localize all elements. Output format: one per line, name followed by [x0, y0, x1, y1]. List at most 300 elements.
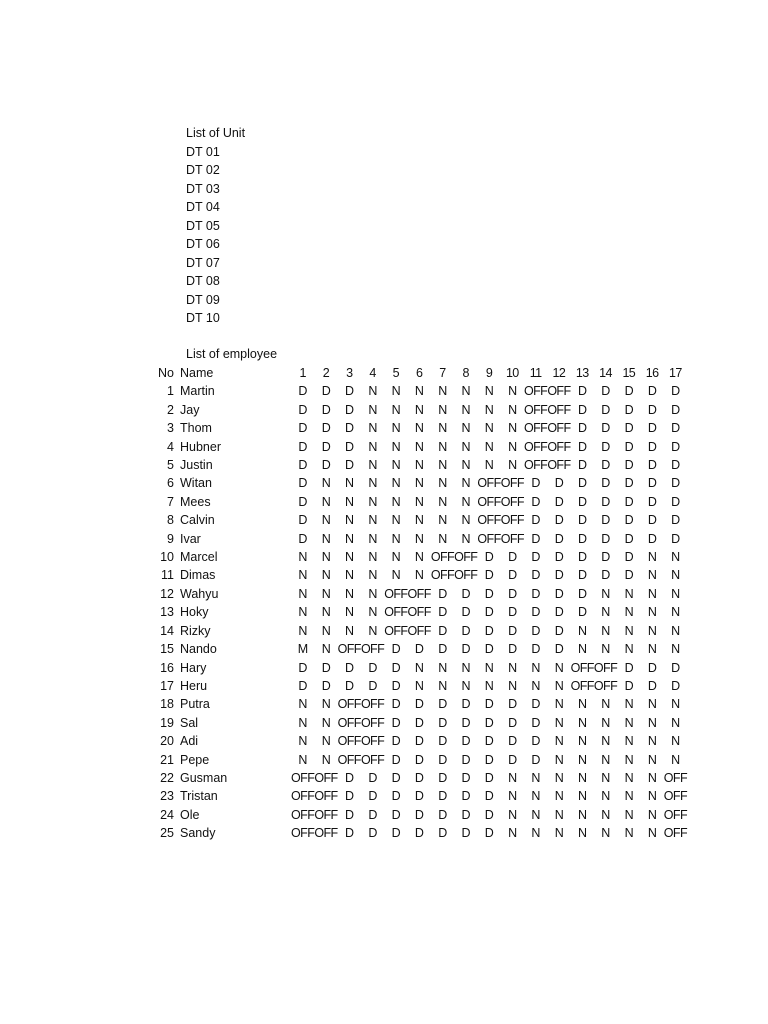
shift-cell[interactable]: D: [577, 531, 587, 546]
employee-name-cell[interactable]: Justin: [180, 458, 213, 473]
header-day[interactable]: 6: [415, 366, 423, 380]
shift-cell[interactable]: OFF: [454, 550, 478, 565]
shift-cell[interactable]: D: [531, 734, 540, 749]
shift-cell[interactable]: N: [391, 531, 401, 546]
shift-cell[interactable]: N: [298, 697, 307, 712]
shift-cell[interactable]: OFF: [384, 605, 408, 620]
shift-cell[interactable]: N: [414, 439, 424, 454]
shift-cell[interactable]: D: [321, 439, 331, 454]
shift-cell[interactable]: N: [298, 752, 307, 767]
shift-cell[interactable]: N: [368, 568, 377, 583]
shift-cell[interactable]: N: [345, 568, 354, 583]
shift-cell[interactable]: D: [671, 476, 680, 491]
shift-cell[interactable]: N: [414, 568, 424, 583]
shift-cell[interactable]: D: [601, 476, 610, 491]
shift-cell[interactable]: N: [368, 586, 377, 601]
shift-cell[interactable]: N: [624, 789, 634, 804]
shift-cell[interactable]: N: [391, 439, 401, 454]
shift-cell[interactable]: D: [601, 439, 610, 454]
shift-cell[interactable]: D: [391, 660, 401, 675]
shift-cell[interactable]: N: [601, 807, 610, 822]
shift-cell[interactable]: D: [345, 678, 354, 693]
shift-cell[interactable]: N: [554, 807, 564, 822]
shift-cell[interactable]: N: [647, 550, 657, 565]
employee-name-cell[interactable]: Gusman: [180, 770, 228, 785]
employee-name-cell[interactable]: Martin: [180, 384, 215, 399]
shift-cell[interactable]: D: [624, 513, 634, 528]
shift-cell[interactable]: D: [298, 660, 307, 675]
shift-cell[interactable]: OFF: [524, 384, 548, 399]
shift-cell[interactable]: N: [321, 494, 331, 509]
shift-cell[interactable]: N: [368, 513, 377, 528]
shift-cell[interactable]: D: [601, 531, 610, 546]
shift-cell[interactable]: D: [461, 807, 470, 822]
unit-item[interactable]: DT 01: [186, 144, 220, 159]
shift-cell[interactable]: D: [321, 458, 331, 473]
employee-name-cell[interactable]: Hubner: [180, 439, 221, 454]
header-name[interactable]: Name: [180, 366, 214, 380]
shift-cell[interactable]: OFF: [547, 402, 571, 417]
shift-cell[interactable]: OFF: [477, 513, 501, 528]
shift-cell[interactable]: D: [345, 826, 354, 841]
shift-cell[interactable]: N: [671, 642, 680, 657]
shift-cell[interactable]: D: [601, 421, 610, 436]
unit-item[interactable]: DT 05: [186, 218, 220, 233]
shift-cell[interactable]: D: [624, 384, 634, 399]
shift-cell[interactable]: N: [647, 715, 657, 730]
shift-cell[interactable]: N: [391, 513, 401, 528]
employee-name-cell[interactable]: Thom: [180, 421, 212, 436]
shift-cell[interactable]: D: [531, 586, 540, 601]
shift-cell[interactable]: N: [368, 605, 377, 620]
shift-cell[interactable]: D: [298, 439, 307, 454]
shift-cell[interactable]: N: [577, 642, 587, 657]
shift-cell[interactable]: N: [321, 513, 331, 528]
shift-cell[interactable]: OFF: [314, 826, 338, 841]
shift-cell[interactable]: D: [624, 678, 634, 693]
shift-cell[interactable]: D: [671, 513, 680, 528]
shift-cell[interactable]: N: [345, 623, 354, 638]
row-number-cell[interactable]: 5: [167, 458, 174, 473]
shift-cell[interactable]: D: [391, 807, 401, 822]
shift-cell[interactable]: N: [438, 421, 447, 436]
shift-cell[interactable]: OFF: [407, 623, 431, 638]
shift-cell[interactable]: D: [438, 715, 447, 730]
shift-cell[interactable]: N: [624, 623, 634, 638]
shift-cell[interactable]: D: [461, 734, 470, 749]
shift-cell[interactable]: D: [624, 476, 634, 491]
shift-cell[interactable]: D: [391, 678, 401, 693]
shift-cell[interactable]: D: [601, 402, 610, 417]
shift-cell[interactable]: N: [461, 402, 470, 417]
shift-cell[interactable]: OFF: [314, 807, 338, 822]
shift-cell[interactable]: M: [297, 642, 308, 657]
shift-cell[interactable]: N: [508, 439, 517, 454]
shift-cell[interactable]: N: [601, 826, 610, 841]
shift-cell[interactable]: N: [438, 531, 447, 546]
row-number-cell[interactable]: 21: [160, 752, 174, 767]
shift-cell[interactable]: D: [531, 642, 540, 657]
shift-cell[interactable]: N: [345, 513, 354, 528]
shift-cell[interactable]: OFF: [291, 770, 315, 785]
shift-cell[interactable]: D: [508, 697, 517, 712]
shift-cell[interactable]: N: [391, 568, 401, 583]
row-number-cell[interactable]: 20: [160, 734, 174, 749]
shift-cell[interactable]: N: [484, 421, 494, 436]
shift-cell[interactable]: D: [577, 476, 587, 491]
row-number-cell[interactable]: 7: [167, 494, 174, 509]
row-number-cell[interactable]: 22: [160, 770, 174, 785]
shift-cell[interactable]: N: [601, 715, 610, 730]
shift-cell[interactable]: N: [368, 550, 377, 565]
shift-cell[interactable]: N: [577, 789, 587, 804]
shift-cell[interactable]: N: [624, 642, 634, 657]
shift-cell[interactable]: D: [461, 586, 470, 601]
shift-cell[interactable]: N: [531, 660, 540, 675]
shift-cell[interactable]: D: [554, 550, 564, 565]
shift-cell[interactable]: D: [577, 494, 587, 509]
shift-cell[interactable]: D: [484, 642, 494, 657]
shift-cell[interactable]: N: [484, 660, 494, 675]
shift-cell[interactable]: OFF: [337, 752, 361, 767]
header-day[interactable]: 10: [505, 366, 519, 380]
shift-cell[interactable]: N: [577, 826, 587, 841]
shift-cell[interactable]: N: [321, 734, 331, 749]
shift-cell[interactable]: N: [461, 476, 470, 491]
shift-cell[interactable]: D: [414, 642, 424, 657]
employee-name-cell[interactable]: Heru: [180, 678, 208, 693]
shift-cell[interactable]: D: [531, 715, 540, 730]
header-day[interactable]: 1: [299, 366, 306, 380]
shift-cell[interactable]: OFF: [593, 678, 618, 693]
shift-cell[interactable]: D: [577, 439, 587, 454]
shift-cell[interactable]: D: [414, 789, 424, 804]
shift-cell[interactable]: D: [461, 642, 470, 657]
employee-name-cell[interactable]: Jay: [180, 402, 200, 417]
unit-item[interactable]: DT 08: [186, 274, 220, 288]
shift-cell[interactable]: D: [414, 826, 424, 841]
shift-cell[interactable]: N: [601, 605, 610, 620]
shift-cell[interactable]: D: [647, 458, 657, 473]
shift-cell[interactable]: D: [577, 458, 587, 473]
shift-cell[interactable]: N: [391, 458, 401, 473]
shift-cell[interactable]: D: [414, 807, 424, 822]
shift-cell[interactable]: N: [414, 550, 424, 565]
shift-cell[interactable]: D: [368, 826, 377, 841]
shift-cell[interactable]: D: [438, 697, 447, 712]
shift-cell[interactable]: OFF: [500, 494, 524, 509]
shift-cell[interactable]: D: [345, 660, 354, 675]
shift-cell[interactable]: D: [391, 715, 401, 730]
shift-cell[interactable]: N: [531, 789, 540, 804]
shift-cell[interactable]: D: [647, 402, 657, 417]
shift-cell[interactable]: N: [508, 678, 517, 693]
row-number-cell[interactable]: 23: [160, 789, 174, 804]
shift-cell[interactable]: D: [531, 697, 540, 712]
shift-cell[interactable]: N: [298, 623, 307, 638]
employee-name-cell[interactable]: Sal: [180, 715, 199, 730]
shift-cell[interactable]: D: [508, 550, 517, 565]
shift-cell[interactable]: D: [671, 660, 680, 675]
row-number-cell[interactable]: 24: [160, 807, 174, 822]
shift-cell[interactable]: N: [345, 605, 354, 620]
shift-cell[interactable]: D: [624, 494, 634, 509]
shift-cell[interactable]: N: [414, 384, 424, 399]
shift-cell[interactable]: D: [321, 384, 331, 399]
shift-cell[interactable]: N: [345, 494, 354, 509]
shift-cell[interactable]: D: [321, 678, 331, 693]
header-day[interactable]: 14: [599, 366, 612, 380]
shift-cell[interactable]: N: [671, 623, 680, 638]
shift-cell[interactable]: N: [368, 531, 377, 546]
row-number-cell[interactable]: 12: [160, 586, 174, 601]
shift-cell[interactable]: D: [577, 550, 587, 565]
employee-name-cell[interactable]: Adi: [180, 734, 199, 749]
row-number-cell[interactable]: 3: [167, 421, 174, 436]
employee-name-cell[interactable]: Calvin: [180, 513, 215, 528]
shift-cell[interactable]: N: [391, 421, 401, 436]
shift-cell[interactable]: D: [438, 586, 447, 601]
shift-cell[interactable]: OFF: [500, 531, 524, 546]
shift-cell[interactable]: D: [345, 807, 354, 822]
shift-cell[interactable]: D: [391, 734, 401, 749]
shift-cell[interactable]: N: [508, 458, 517, 473]
shift-cell[interactable]: D: [298, 494, 307, 509]
shift-cell[interactable]: D: [461, 752, 470, 767]
shift-cell[interactable]: N: [647, 752, 657, 767]
row-number-cell[interactable]: 15: [160, 642, 174, 657]
shift-cell[interactable]: N: [554, 660, 564, 675]
shift-cell[interactable]: N: [414, 458, 424, 473]
shift-cell[interactable]: N: [601, 623, 610, 638]
shift-cell[interactable]: OFF: [407, 605, 431, 620]
shift-cell[interactable]: D: [601, 458, 610, 473]
shift-cell[interactable]: D: [298, 458, 307, 473]
shift-cell[interactable]: N: [414, 678, 424, 693]
shift-cell[interactable]: N: [624, 752, 634, 767]
header-day[interactable]: 11: [529, 366, 542, 380]
row-number-cell[interactable]: 1: [167, 384, 174, 399]
shift-cell[interactable]: N: [414, 476, 424, 491]
header-day[interactable]: 16: [645, 366, 659, 380]
row-number-cell[interactable]: 2: [167, 402, 174, 417]
row-number-cell[interactable]: 9: [167, 531, 174, 546]
shift-cell[interactable]: D: [298, 384, 307, 399]
shift-cell[interactable]: N: [461, 660, 470, 675]
shift-cell[interactable]: OFF: [337, 697, 361, 712]
shift-cell[interactable]: N: [438, 458, 447, 473]
shift-cell[interactable]: N: [508, 384, 517, 399]
shift-cell[interactable]: N: [461, 458, 470, 473]
shift-cell[interactable]: N: [391, 476, 401, 491]
shift-cell[interactable]: N: [368, 384, 377, 399]
header-day[interactable]: 9: [485, 366, 493, 380]
shift-cell[interactable]: N: [461, 494, 470, 509]
shift-cell[interactable]: N: [484, 402, 494, 417]
shift-cell[interactable]: D: [624, 660, 634, 675]
shift-cell[interactable]: D: [531, 752, 540, 767]
shift-cell[interactable]: D: [647, 384, 657, 399]
shift-cell[interactable]: D: [577, 384, 587, 399]
shift-cell[interactable]: OFF: [291, 789, 315, 804]
shift-cell[interactable]: OFF: [360, 697, 385, 712]
row-number-cell[interactable]: 10: [160, 550, 174, 565]
row-number-cell[interactable]: 14: [160, 623, 174, 638]
header-day[interactable]: 3: [346, 366, 353, 380]
employee-name-cell[interactable]: Rizky: [180, 623, 211, 638]
shift-cell[interactable]: D: [345, 789, 354, 804]
shift-cell[interactable]: OFF: [314, 770, 338, 785]
shift-cell[interactable]: D: [671, 678, 680, 693]
shift-cell[interactable]: N: [368, 421, 377, 436]
employee-name-cell[interactable]: Dimas: [180, 568, 216, 583]
shift-cell[interactable]: N: [624, 586, 634, 601]
shift-cell[interactable]: D: [647, 421, 657, 436]
shift-cell[interactable]: D: [438, 642, 447, 657]
employee-name-cell[interactable]: Sandy: [180, 826, 216, 841]
row-number-cell[interactable]: 4: [167, 439, 174, 454]
shift-cell[interactable]: D: [647, 531, 657, 546]
shift-cell[interactable]: D: [414, 770, 424, 785]
unit-item[interactable]: DT 02: [186, 163, 220, 177]
shift-cell[interactable]: D: [484, 807, 494, 822]
shift-cell[interactable]: OFF: [291, 807, 315, 822]
shift-cell[interactable]: OFF: [570, 660, 594, 675]
shift-cell[interactable]: D: [484, 734, 494, 749]
shift-cell[interactable]: D: [554, 494, 564, 509]
shift-cell[interactable]: D: [531, 605, 540, 620]
shift-cell[interactable]: OFF: [663, 826, 687, 841]
shift-cell[interactable]: N: [391, 494, 401, 509]
shift-cell[interactable]: N: [554, 770, 564, 785]
shift-cell[interactable]: D: [647, 494, 657, 509]
shift-cell[interactable]: N: [577, 623, 587, 638]
shift-cell[interactable]: N: [438, 678, 447, 693]
shift-cell[interactable]: OFF: [430, 550, 455, 565]
shift-cell[interactable]: N: [671, 752, 680, 767]
shift-cell[interactable]: D: [321, 660, 331, 675]
header-day[interactable]: 7: [439, 366, 446, 380]
shift-cell[interactable]: D: [438, 734, 447, 749]
employee-name-cell[interactable]: Pepe: [180, 752, 210, 767]
shift-cell[interactable]: N: [671, 586, 680, 601]
employee-name-cell[interactable]: Wahyu: [180, 586, 219, 601]
shift-cell[interactable]: N: [368, 439, 377, 454]
shift-cell[interactable]: D: [577, 513, 587, 528]
shift-cell[interactable]: D: [438, 752, 447, 767]
shift-cell[interactable]: N: [508, 660, 517, 675]
shift-cell[interactable]: D: [298, 678, 307, 693]
shift-cell[interactable]: N: [577, 752, 587, 767]
shift-cell[interactable]: D: [647, 439, 657, 454]
shift-cell[interactable]: D: [484, 697, 494, 712]
shift-cell[interactable]: N: [484, 439, 494, 454]
shift-cell[interactable]: OFF: [360, 734, 385, 749]
shift-cell[interactable]: N: [484, 384, 494, 399]
shift-cell[interactable]: N: [531, 826, 540, 841]
shift-cell[interactable]: D: [647, 476, 657, 491]
shift-cell[interactable]: D: [461, 789, 470, 804]
shift-cell[interactable]: N: [554, 734, 564, 749]
row-number-cell[interactable]: 8: [167, 513, 174, 528]
row-number-cell[interactable]: 13: [160, 605, 174, 620]
header-no[interactable]: No: [158, 366, 174, 380]
shift-cell[interactable]: D: [554, 513, 564, 528]
shift-cell[interactable]: N: [368, 458, 377, 473]
shift-cell[interactable]: N: [671, 568, 680, 583]
shift-cell[interactable]: D: [298, 531, 307, 546]
shift-cell[interactable]: D: [321, 421, 331, 436]
row-number-cell[interactable]: 16: [160, 660, 174, 675]
shift-cell[interactable]: N: [321, 715, 331, 730]
shift-cell[interactable]: D: [438, 826, 447, 841]
shift-cell[interactable]: D: [577, 568, 587, 583]
shift-cell[interactable]: N: [298, 715, 307, 730]
shift-cell[interactable]: D: [554, 476, 564, 491]
shift-cell[interactable]: D: [438, 623, 447, 638]
shift-cell[interactable]: N: [671, 697, 680, 712]
shift-cell[interactable]: D: [345, 458, 354, 473]
shift-cell[interactable]: N: [601, 770, 610, 785]
shift-cell[interactable]: N: [321, 531, 331, 546]
shift-cell[interactable]: D: [345, 439, 354, 454]
shift-cell[interactable]: N: [508, 770, 517, 785]
shift-cell[interactable]: N: [438, 384, 447, 399]
shift-cell[interactable]: OFF: [384, 623, 408, 638]
shift-cell[interactable]: D: [554, 586, 564, 601]
shift-cell[interactable]: OFF: [547, 421, 571, 436]
row-number-cell[interactable]: 18: [160, 697, 174, 712]
row-number-cell[interactable]: 25: [160, 826, 174, 841]
employee-name-cell[interactable]: Hoky: [180, 605, 209, 620]
shift-cell[interactable]: N: [484, 458, 494, 473]
shift-cell[interactable]: D: [484, 715, 494, 730]
shift-cell[interactable]: N: [461, 421, 470, 436]
shift-cell[interactable]: D: [577, 421, 587, 436]
shift-cell[interactable]: N: [508, 402, 517, 417]
shift-cell[interactable]: D: [624, 458, 634, 473]
shift-cell[interactable]: N: [368, 494, 377, 509]
shift-cell[interactable]: N: [647, 789, 657, 804]
shift-cell[interactable]: N: [508, 421, 517, 436]
shift-cell[interactable]: OFF: [593, 660, 618, 675]
employee-name-cell[interactable]: Mees: [180, 494, 211, 509]
shift-cell[interactable]: D: [414, 697, 424, 712]
header-day[interactable]: 13: [575, 366, 589, 380]
shift-cell[interactable]: D: [391, 770, 401, 785]
shift-cell[interactable]: N: [391, 402, 401, 417]
shift-cell[interactable]: OFF: [547, 458, 571, 473]
shift-cell[interactable]: D: [368, 807, 377, 822]
shift-cell[interactable]: N: [484, 678, 494, 693]
shift-cell[interactable]: D: [461, 826, 470, 841]
shift-cell[interactable]: D: [461, 623, 470, 638]
shift-cell[interactable]: D: [484, 752, 494, 767]
shift-cell[interactable]: OFF: [360, 715, 385, 730]
shift-cell[interactable]: N: [345, 586, 354, 601]
shift-cell[interactable]: N: [624, 605, 634, 620]
shift-cell[interactable]: OFF: [430, 568, 455, 583]
shift-cell[interactable]: N: [438, 513, 447, 528]
shift-cell[interactable]: D: [438, 770, 447, 785]
shift-cell[interactable]: N: [368, 623, 377, 638]
shift-cell[interactable]: D: [484, 789, 494, 804]
shift-cell[interactable]: D: [484, 826, 494, 841]
shift-cell[interactable]: OFF: [477, 531, 501, 546]
shift-cell[interactable]: D: [438, 807, 447, 822]
shift-cell[interactable]: OFF: [547, 439, 571, 454]
shift-cell[interactable]: N: [601, 697, 610, 712]
